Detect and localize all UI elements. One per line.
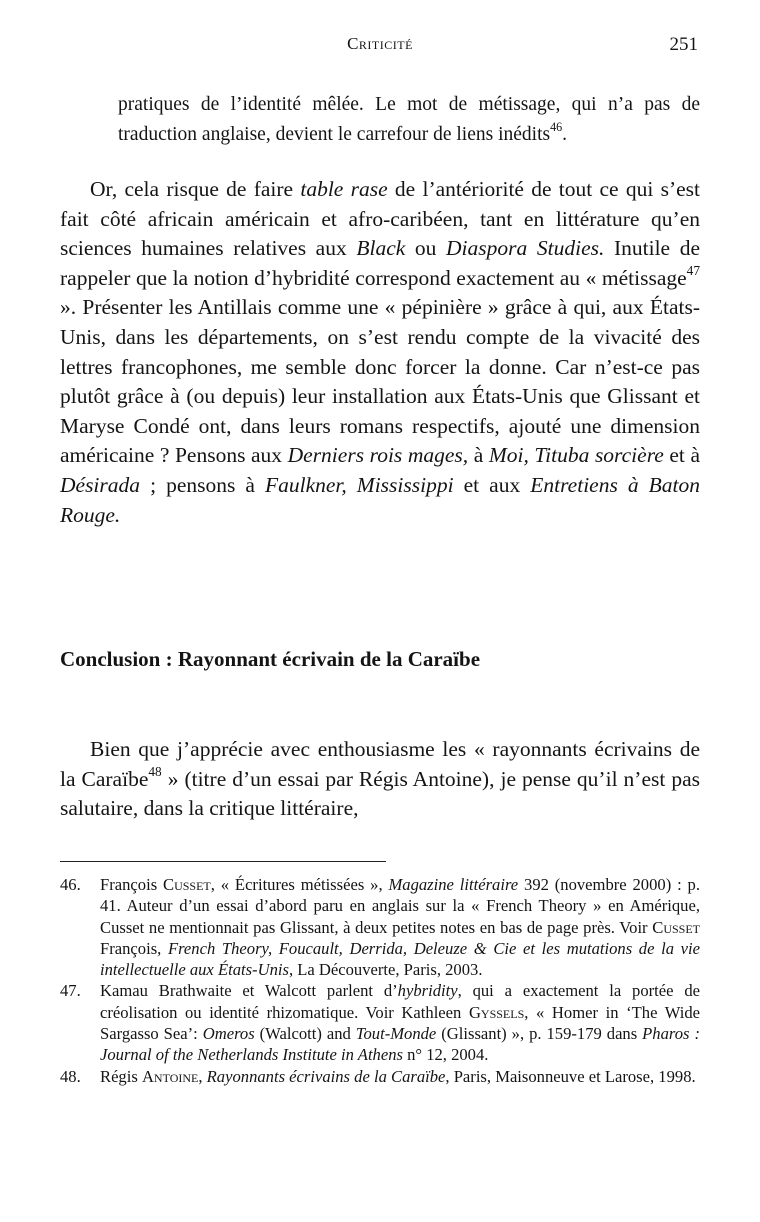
footnote-number: 47. bbox=[60, 981, 81, 1001]
running-head: Criticité bbox=[347, 34, 413, 53]
italic-run: Derniers rois mages, bbox=[287, 443, 469, 468]
footnote-47 bbox=[60, 980, 700, 1065]
text-run: ». Présenter les Antillais comme une « pépinière » grâce à qui, aux États-Unis, dans les départements, on s’est rendu compte de la vivacité des lettres francophones, me semble donc forcer la donne. Car n’est-ce pas plutôt grâce à (ou depuis) leur installation aux États-Unis que Glissant et Maryse Condé ont, dans leurs romans respectifs, ajouté une dimension américaine ? Pensons aux bbox=[60, 295, 700, 468]
page-header bbox=[0, 34, 760, 58]
paragraph bbox=[60, 735, 700, 824]
page-number: 251 bbox=[669, 34, 698, 55]
text-run: ou bbox=[405, 236, 447, 261]
italic-run: Entretiens à Baton Rouge. bbox=[60, 472, 700, 527]
italic-run: Faulkner, Mississippi bbox=[264, 472, 454, 497]
text-run: » (titre d’un essai par Régis Antoine), je pense qu’il n’est pas salutaire, dans la critique littéraire, bbox=[60, 766, 700, 821]
footnote-text: Régis Antoine, Rayonnants écrivains de la Caraïbe, Paris, Maisonneuve et Larose, 1998. bbox=[100, 1066, 696, 1086]
italic-run: Désirada bbox=[60, 472, 141, 497]
block-quote-text: pratiques de l’identité mêlée. Le mot de métissage, qui n’a pas de traduction anglaise, devient le carrefour de liens inédits bbox=[118, 94, 700, 145]
footnote-46 bbox=[60, 874, 700, 980]
italic-run: table rase bbox=[300, 177, 388, 201]
paragraph bbox=[60, 175, 700, 530]
footnotes bbox=[60, 874, 700, 1087]
italic-run: Black bbox=[356, 236, 406, 261]
text-run: et aux bbox=[453, 472, 531, 497]
footnote-ref-48[interactable]: 48 bbox=[148, 763, 162, 779]
block-quote bbox=[118, 90, 700, 150]
text-run: à bbox=[468, 443, 489, 468]
footnote-text: Kamau Brathwaite et Walcott parlent d’hybridity, qui a exactement la portée de créolisation ou identité rhizomatique. Voir Kathleen Gyssels, « Homer in ‘The Wide Sargasso Sea’: Omeros (Walcott) and Tout-Monde (Glissant) », p. 159-179 dans Pharos : Journal of the Netherlands Institute in Athens n° 12, 2004. bbox=[100, 981, 700, 1065]
text-run: et à bbox=[663, 443, 700, 468]
footnote-text: François Cusset, « Écritures métissées », Magazine littéraire 392 (novembre 2000) : p. 41. Auteur d’un essai d’abord paru en anglais sur la « French Theory » en Amérique, Cusset ne mentionnait pas Glissant, à deux petites notes en bas de page près. Voir Cusset François, French Theory, Foucault, Derrida, Deleuze & Cie et les mutations de la vie intellectuelle aux États-Unis, La Découverte, Paris, 2003. bbox=[100, 875, 701, 980]
footnote-ref-46[interactable]: 46 bbox=[550, 119, 563, 134]
footnote-number: 46. bbox=[60, 875, 81, 894]
text-run: Bien que j’apprécie avec enthousiasme les « rayonnants écrivains de la Caraïbe bbox=[60, 737, 700, 791]
italic-run: Diaspora Studies. bbox=[446, 236, 605, 261]
footnote-number: 48. bbox=[60, 1066, 81, 1086]
text-run: ; pensons à bbox=[140, 472, 265, 497]
footnote-separator bbox=[60, 861, 386, 862]
footnote-48 bbox=[60, 1066, 700, 1087]
section-heading: Conclusion : Rayonnant écrivain de la Caraïbe bbox=[60, 647, 481, 671]
text-run: de l’antériorité de tout ce qui s’est fait côté africain américain et afro-caribéen, tant en littérature qu’en sciences humaines relatives aux bbox=[60, 177, 700, 261]
footnote-ref-47[interactable]: 47 bbox=[686, 262, 700, 278]
block-quote-end: . bbox=[562, 124, 568, 145]
italic-run: Moi, Tituba sorcière bbox=[488, 443, 664, 468]
text-run: Inutile de rappeler que la notion d’hybridité correspond exactement au « métissage bbox=[60, 236, 700, 290]
text-run: Or, cela risque de faire bbox=[90, 177, 301, 201]
